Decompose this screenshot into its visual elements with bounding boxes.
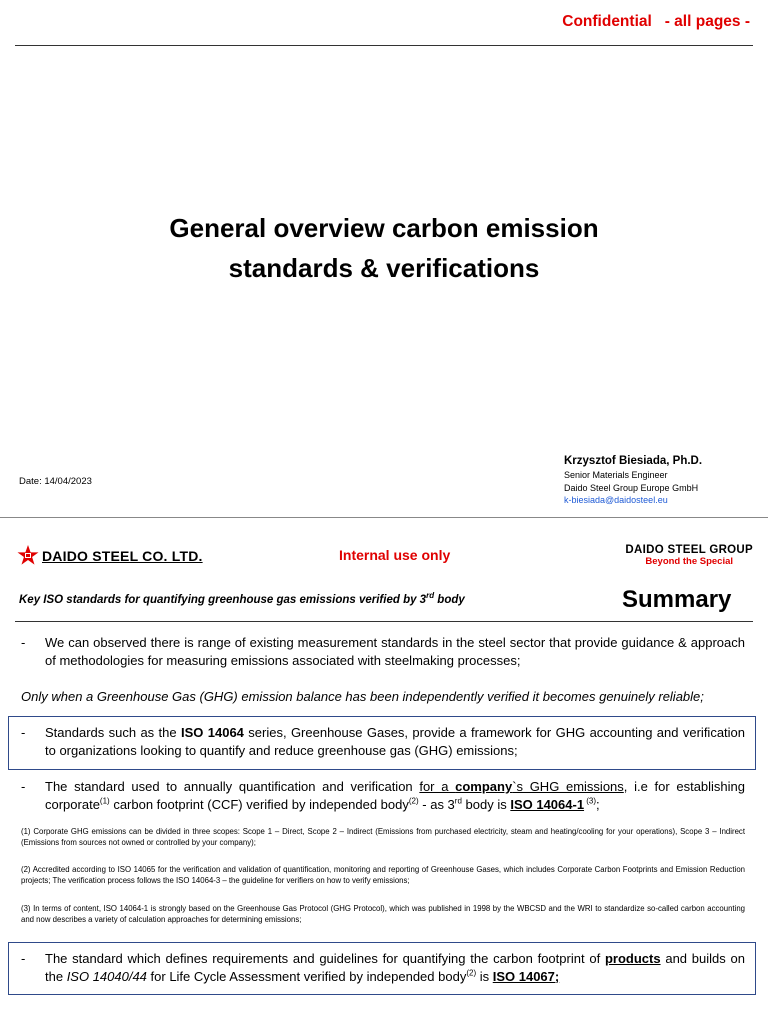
bullet-dash: -	[21, 779, 26, 794]
daido-star-icon	[17, 545, 39, 567]
header-divider	[15, 45, 753, 46]
group-name: DAIDO STEEL GROUP	[625, 544, 753, 556]
products-bold: products	[604, 951, 661, 966]
author-name: Krzysztof Biesiada, Ph.D.	[564, 455, 703, 467]
text-run: , i.e for establishing corporate	[45, 779, 746, 812]
iso-14067-bold: ISO 14067;	[492, 968, 560, 984]
bullet-dash: -	[21, 635, 26, 650]
iso-14040-italic: ISO 14040/44	[66, 968, 147, 984]
author-block	[564, 453, 702, 507]
ordinal-superscript: rd	[454, 796, 462, 806]
bullet-iso14067	[21, 950, 745, 985]
underlined-run: `s GHG emissions	[512, 779, 624, 794]
author-email-link[interactable]: k-biesiada@daidosteel.eu	[564, 495, 668, 505]
subtitle-superscript: rd	[426, 591, 435, 601]
bullet-dash: -	[21, 725, 26, 740]
bullet-iso14064-series	[21, 724, 745, 759]
subtitle-divider	[15, 621, 753, 622]
footnote-3: (3) In terms of content, ISO 14064-1 is strongly based on the Greenhouse Gas Protocol (GHG Protocol), which was published in 1998 by the WBCSD and the WRI to standardize so-called carbon accounting and now describes a variety of calculation approaches for determining emissions;	[21, 904, 745, 924]
author-company: Daido Steel Group Europe GmbH	[564, 482, 699, 493]
title-line-2: standards & verifications	[228, 253, 540, 283]
subtitle-end: body	[434, 594, 465, 606]
subtitle-text: Key ISO standards for quantifying greenhouse gas emissions verified by 3	[19, 594, 427, 606]
iso-14064-1-bold: ISO 14064-1	[510, 796, 585, 812]
page-title	[0, 208, 768, 288]
daido-logo	[17, 545, 203, 567]
footnote-1: (1) Corporate GHG emissions can be divided in three scopes: Scope 1 – Direct, Scope 2 – Indirect (Emissions from purchased electricity, steam and heating/cooling for your operations), Scope 3 – Indirect (Emissions from sources not owned or controlled by your company);	[21, 827, 745, 847]
bullet-text	[45, 950, 745, 985]
bullet-dash: -	[21, 951, 26, 966]
group-tagline: Beyond the Special	[645, 556, 734, 567]
footnote-ref-1: (1)	[99, 796, 110, 806]
logo-text: DAIDO STEEL CO. LTD.	[42, 548, 203, 564]
footnote-ref-3: (3)	[584, 796, 597, 806]
text-run: - as 3	[418, 796, 455, 812]
footnote-ref-2: (2)	[408, 796, 419, 806]
text-run: is	[476, 968, 493, 984]
text-run: Standards such as the	[45, 725, 181, 740]
text-run: carbon footprint (CCF) verified by independed body	[109, 796, 409, 812]
date-label: Date: 14/04/2023	[19, 476, 92, 487]
slide-subtitle	[19, 591, 465, 606]
bullet-measurement-standards	[21, 634, 745, 669]
verification-note: Only when a Greenhouse Gas (GHG) emission balance has been independently verified it becomes genuinely reliable;	[21, 689, 704, 704]
iso-14064-bold: ISO 14064	[181, 725, 244, 740]
bullet-text	[45, 778, 745, 813]
bullet-text: We can observed there is range of existing measurement standards in the steel sector that provide guidance & approach of methodologies for measuring emissions associated with steelmaking processes;	[45, 635, 745, 668]
slide-separator	[0, 517, 768, 518]
text-run: The standard which defines requirements and guidelines for quantifying the carbon footprint of	[45, 951, 605, 966]
internal-use-label: Internal use only	[339, 547, 451, 563]
text-run: The standard used to annually quantification and verification	[45, 779, 420, 794]
text-run: and builds on the	[45, 951, 746, 984]
author-role: Senior Materials Engineer	[564, 470, 668, 480]
text-run: body is	[461, 796, 511, 812]
company-bold: company	[455, 779, 513, 794]
title-line-1: General overview carbon emission	[169, 213, 599, 243]
footnote-2: (2) Accredited according to ISO 14065 for the verification and validation of quantification, monitoring and reporting of Greenhouse Gases, which includes Corporate Carbon Footprints and Emission Reduction projects; The verification process follows the ISO 14064-3 – the guideline for verifiers on how to verify emissions;	[21, 865, 745, 885]
summary-heading: Summary	[622, 586, 732, 613]
confidential-label: Confidential - all pages -	[562, 13, 750, 30]
bullet-iso14064-1	[21, 778, 745, 813]
text-run: for Life Cycle Assessment verified by independed body	[146, 968, 467, 984]
text-run: series, Greenhouse Gases, provide a framework for GHG accounting and verification to organizations looking to quantify and reduce greenhouse gas (GHG) emissions;	[45, 725, 746, 758]
underlined-run: for a	[419, 779, 456, 794]
bullet-text	[45, 724, 745, 759]
group-logo	[625, 544, 753, 567]
text-run: ;	[596, 796, 600, 812]
footnote-ref-2: (2)	[466, 968, 477, 978]
